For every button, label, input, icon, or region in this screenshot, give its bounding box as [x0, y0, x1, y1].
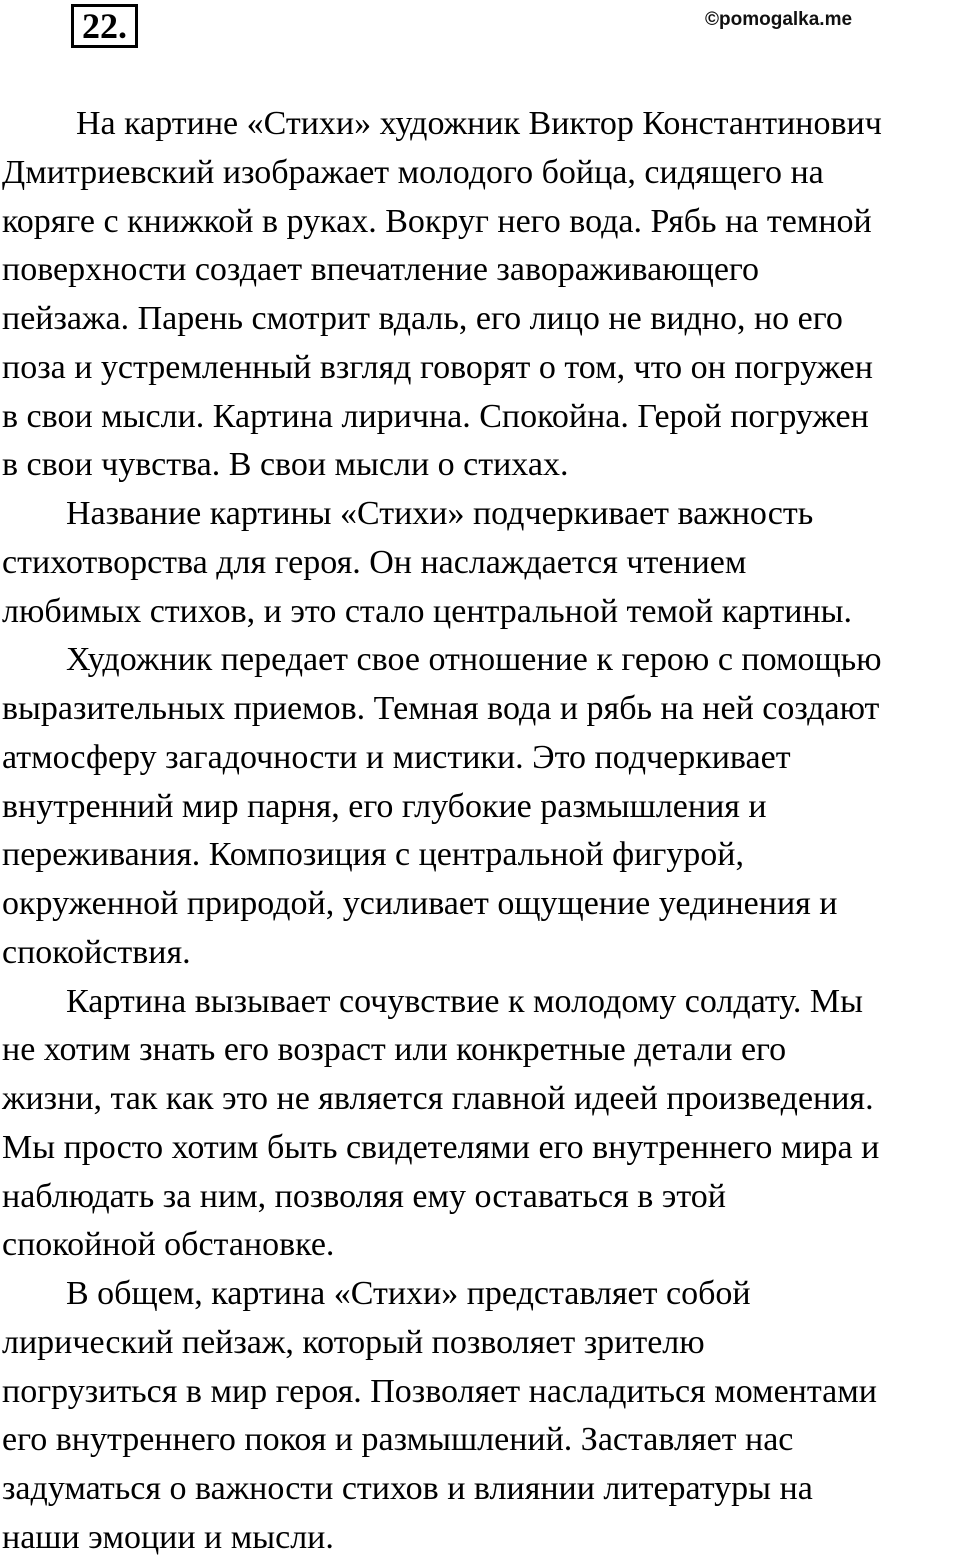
text-line: наблюдать за ним, позволяя ему оставаться в этой — [2, 1177, 726, 1215]
text-line: пейзажа. Парень смотрит вдаль, его лицо не видно, но его — [2, 300, 843, 337]
text-line: Картина вызывает сочувствие к молодому солдату. Мы — [66, 982, 863, 1020]
text-line: окруженной природой, усиливает ощущение уединения и — [2, 885, 838, 922]
text-line: наши эмоции и мысли. — [2, 1518, 334, 1556]
text-line: его внутреннего покоя и размышлений. Заставляет нас — [2, 1421, 794, 1459]
text-line: коряге с книжкой в руках. Вокруг него вода. Рябь на темной — [2, 202, 872, 240]
text-line: атмосферу загадочности и мистики. Это подчеркивает — [2, 738, 791, 776]
text-line: Дмитриевский изображает молодого бойца, сидящего на — [2, 153, 824, 191]
text-line: спокойной обстановке. — [2, 1226, 335, 1264]
text-line: выразительных приемов. Темная вода и рябь на ней создают — [2, 690, 880, 727]
text-line: В общем, картина «Стихи» представляет собой — [66, 1275, 751, 1312]
text-line: Мы просто хотим быть свидетелями его внутреннего мира и — [2, 1128, 880, 1166]
text-line: поверхности создает впечатление завораживающего — [2, 251, 760, 289]
watermark: ©pomogalka.me — [705, 9, 853, 30]
text-line: спокойствия. — [2, 933, 191, 971]
text-line: задуматься о важности стихов и влиянии литературы на — [2, 1470, 813, 1507]
text-line: поза и устремленный взгляд говорят о том, что он погружен — [2, 348, 873, 386]
text-line: жизни, так как это не является главной идеей произведения. — [2, 1080, 874, 1117]
text-line: в свои мысли. Картина лирична. Спокойна. Герой погружен — [2, 397, 869, 435]
essay-text — [2, 100, 960, 1563]
text-line: не хотим знать его возраст или конкретные детали его — [2, 1031, 787, 1069]
text-line: Художник передает свое отношение к герою с помощью — [66, 641, 882, 679]
text-line: Название картины «Стихи» подчеркивает важность — [66, 495, 814, 532]
task-number: 22. — [71, 4, 138, 48]
text-line: погрузиться в мир героя. Позволяет насладиться моментами — [2, 1372, 877, 1410]
text-line: переживания. Композиция с центральной фигурой, — [2, 836, 744, 874]
text-line: лирический пейзаж, который позволяет зрителю — [2, 1323, 705, 1361]
text-line: На картине «Стихи» художник Виктор Константинович — [76, 105, 882, 142]
text-line: внутренний мир парня, его глубокие размышления и — [2, 787, 767, 825]
text-line: в свои чувства. В свои мысли о стихах. — [2, 446, 569, 484]
text-line: стихотворства для героя. Он наслаждается чтением — [2, 543, 747, 581]
text-line: любимых стихов, и это стало центральной темой картины. — [2, 592, 852, 630]
